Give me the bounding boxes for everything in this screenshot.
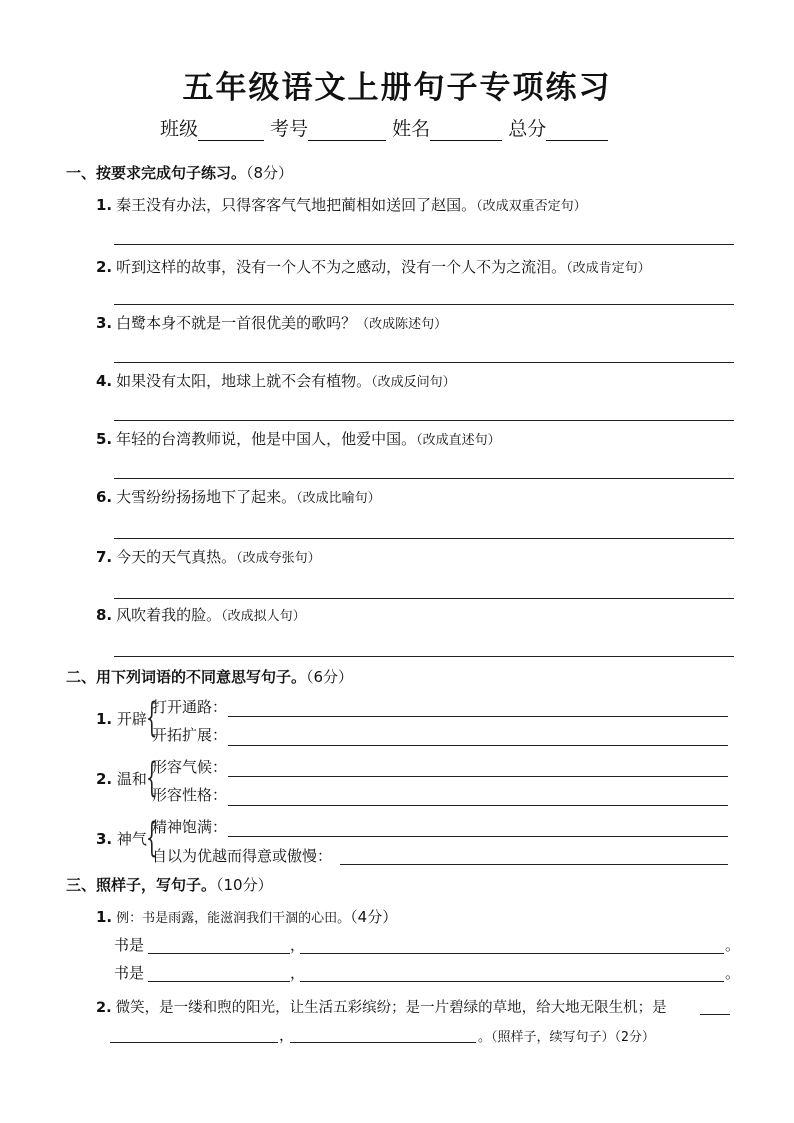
question-hint: （改成比喻句） [296, 491, 381, 506]
question-number: 7. [96, 548, 113, 566]
score-label: 总分 [508, 118, 547, 140]
answer-line-8[interactable] [114, 656, 734, 657]
brace-icon: { [146, 815, 158, 861]
page-title: 五年级语文上册句子专项练习 [182, 70, 612, 106]
question-hint: （改成夸张句） [236, 551, 321, 566]
class-label: 班级 [160, 118, 199, 140]
row-prefix: 书是 [114, 964, 145, 982]
answer-line[interactable] [110, 1042, 278, 1043]
question-text: 如果没有太阳，地球上就不会有植物。 [116, 372, 372, 390]
word-label: 开辟 [116, 710, 147, 728]
period: 。 [725, 964, 741, 982]
word-item-3 [96, 828, 147, 849]
item-number: 1. [96, 710, 113, 728]
question-number: 3. [96, 314, 113, 332]
meaning-label: 开拓扩展： [152, 726, 228, 744]
brace-icon: { [146, 695, 158, 741]
section-1-heading [66, 162, 293, 183]
section-3-title: 三、照样子，写句子。 [66, 876, 217, 894]
answer-line[interactable] [700, 1014, 730, 1015]
item-number: 3. [96, 830, 113, 848]
answer-line[interactable] [228, 805, 728, 806]
s3-question-1 [96, 906, 397, 927]
meaning-label: 打开通路： [152, 698, 228, 716]
s1-question-7 [96, 546, 321, 567]
exam-no-label: 考号 [270, 118, 309, 140]
section-2-heading [66, 666, 353, 687]
question-hint: （改成陈述句） [356, 317, 448, 332]
answer-line-2[interactable] [114, 304, 734, 305]
comma: ， [279, 1026, 295, 1044]
s1-question-4 [96, 370, 456, 391]
answer-line-3[interactable] [114, 362, 734, 363]
meaning-label: 精神饱满： [152, 818, 228, 836]
answer-line-1[interactable] [114, 244, 734, 245]
question-hint: （改成拟人句） [221, 609, 306, 624]
question-number: 1. [96, 196, 113, 214]
example-sentence: 例：书是雨露，能滋润我们干涸的心田。 [116, 911, 351, 926]
question-hint: （改成双重否定句） [476, 199, 587, 214]
question-text: 今天的天气真热。 [116, 548, 237, 566]
answer-line[interactable] [228, 776, 728, 777]
question-text: 秦王没有办法，只得客客气气地把蔺相如送回了赵国。 [116, 196, 477, 214]
fill-row-1 [114, 934, 144, 955]
question-number: 2. [96, 1000, 112, 1016]
question-points: （4分） [350, 908, 398, 926]
answer-line[interactable] [148, 953, 290, 954]
answer-line[interactable] [300, 953, 724, 954]
word-item-2 [96, 768, 147, 789]
section-2-title: 二、用下列词语的不同意思写句子。 [66, 668, 307, 686]
student-info-row [160, 114, 608, 141]
brace-icon: { [146, 755, 158, 801]
question-tail: 。（照样子，续写句子）（2分） [478, 1030, 655, 1045]
section-2-points: （6分） [306, 668, 354, 686]
question-hint: （改成反问句） [371, 375, 456, 390]
section-1-points: （8分） [246, 164, 294, 182]
exam-no-field[interactable] [308, 122, 386, 141]
s1-question-1 [96, 194, 587, 215]
word-item-1 [96, 708, 147, 729]
question-text: 年轻的台湾教师说，他是中国人，他爱中国。 [116, 430, 417, 448]
period: 。 [725, 936, 741, 954]
answer-line-4[interactable] [114, 420, 734, 421]
question-number: 4. [96, 372, 113, 390]
s1-question-5 [96, 428, 501, 449]
answer-line-6[interactable] [114, 538, 734, 539]
answer-line[interactable] [228, 745, 728, 746]
answer-line-5[interactable] [114, 478, 734, 479]
name-label: 姓名 [392, 118, 431, 140]
name-field[interactable] [430, 122, 502, 141]
answer-line[interactable] [290, 1042, 476, 1043]
section-3-points: （10分） [216, 876, 273, 894]
comma: ， [290, 964, 306, 982]
answer-line[interactable] [228, 836, 728, 837]
comma: ， [290, 936, 306, 954]
s3-question-2 [96, 996, 667, 1017]
s1-question-2 [96, 256, 651, 277]
answer-line[interactable] [148, 981, 290, 982]
question-number: 6. [96, 488, 113, 506]
s1-question-6 [96, 486, 381, 507]
answer-line-7[interactable] [114, 598, 734, 599]
question-number: 8. [96, 606, 113, 624]
class-field[interactable] [198, 122, 264, 141]
question-hint: （改成肯定句） [566, 261, 651, 276]
section-3-heading [66, 874, 273, 895]
question-text: 风吹着我的脸。 [116, 606, 222, 624]
word-label: 温和 [116, 770, 147, 788]
meaning-label: 自以为优越而得意或傲慢： [152, 847, 333, 865]
score-field[interactable] [546, 122, 608, 141]
item-number: 2. [96, 770, 113, 788]
answer-line[interactable] [228, 716, 728, 717]
section-1-title: 一、按要求完成句子练习。 [66, 164, 247, 182]
row-prefix: 书是 [114, 936, 145, 954]
question-text: 大雪纷纷扬扬地下了起来。 [116, 488, 297, 506]
question-text: 白鹭本身不就是一首很优美的歌吗？ [116, 314, 357, 332]
word-label: 神气 [116, 830, 147, 848]
fill-row-2 [114, 962, 144, 983]
answer-line[interactable] [340, 864, 728, 865]
meaning-label: 形容性格： [152, 786, 228, 804]
meaning-label: 形容气候： [152, 758, 228, 776]
question-number: 2. [96, 258, 113, 276]
s1-question-8 [96, 604, 306, 625]
s1-question-3 [96, 312, 447, 333]
answer-line[interactable] [300, 981, 724, 982]
question-text: 微笑，是一缕和煦的阳光，让生活五彩缤纷；是一片碧绿的草地，给大地无限生机；是 [115, 1000, 667, 1016]
question-hint: （改成直述句） [416, 433, 501, 448]
question-text: 听到这样的故事，没有一个人不为之感动，没有一个人不为之流泪。 [116, 258, 567, 276]
question-number: 1. [96, 908, 113, 926]
question-number: 5. [96, 430, 113, 448]
